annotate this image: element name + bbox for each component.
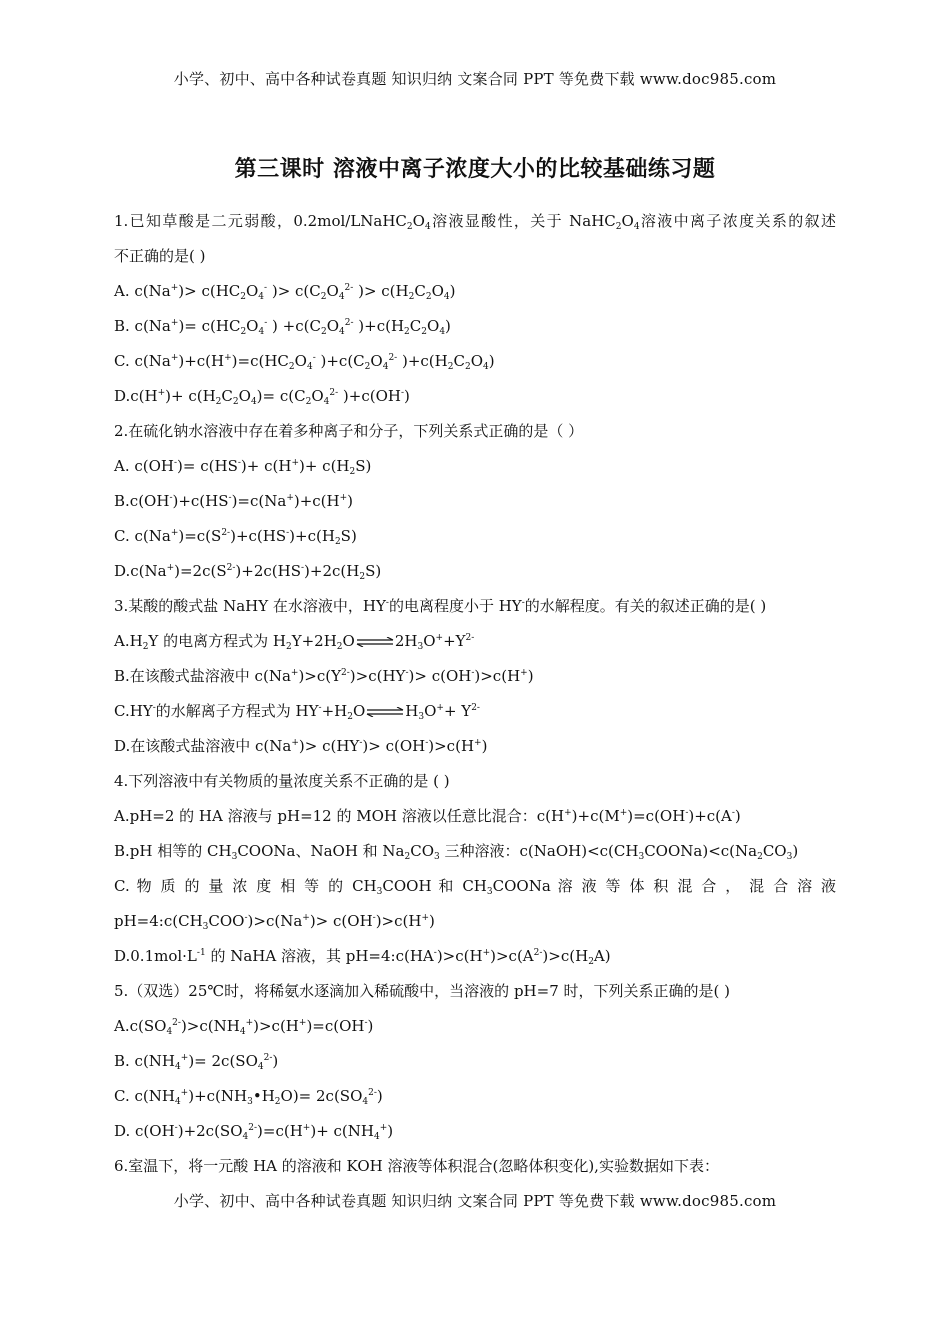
question-1-stem-continued: 不正确的是( )	[114, 247, 206, 265]
question-1-option-c: C. $c(Na^+)+c(H^+)=c(HC_2O_4^-$ )$+c(C_2O_4^{2-}$ )$+c(H_2C_2O_4)$	[114, 352, 495, 372]
question-3-option-a: $A.H_2Y$ 的电离方程式为 $H_2Y+2H_2O$ $2H_3O^++Y^{2-}$	[114, 632, 475, 652]
question-4-option-a: A.pH=2 的 HA 溶液与 pH=12 的 MOH 溶液以任意比混合：c(H+)+c(M+)=c(OH-)+c(A-)	[114, 807, 741, 825]
question-3-stem: 3.某酸的酸式盐 NaHY 在水溶液中，HY-的电离程度小于 HY-的水解程度。有关的叙述正确的是( )	[114, 597, 767, 615]
question-4-option-c: C. 物 质 的 量 浓 度 相 等 的 $CH_3COOH$ 和 $CH_3COONa$ 溶 液 等 体 积 混 合 ， 混 合 溶 液	[114, 877, 837, 897]
question-1-option-a: A. $c(Na^+)> c(HC_2O_4^-$ )> $c(C_2O_4^{2-}$ )> $c(H_2C_2O_4)$	[114, 282, 456, 302]
question-3-option-b: B.在该酸式盐溶液中 $c(Na^+)>c(Y^{2-})>c(HY^-)> c(OH^-)>c(H^+)$	[114, 667, 534, 685]
question-5-option-a: $A.c(SO_4^{2-})>c(NH_4^+)>c(H^+)=c(OH^-)$	[114, 1017, 374, 1037]
question-2-option-c: C. $c(Na^+)=c(S^{2-})+c(HS^-)+c(H_2S)$	[114, 527, 357, 547]
question-4-option-c-continued: $pH=4:c(CH_3COO^-)>c(Na^+)> c(OH^-)>c(H^+)$	[114, 912, 435, 932]
question-5-option-b: B. $c(NH_4^+)= 2c(SO_4^{2-})$	[114, 1052, 279, 1072]
equilibrium-arrow-icon	[366, 707, 404, 717]
question-4-option-d: $D.0.1mol\cdot L^{-1}$ 的 NaHA 溶液，其 $pH=4:c(HA^-)>c(H^+)>c(A^{2-})>c(H_2A)$	[114, 947, 611, 967]
equilibrium-arrow-icon	[356, 637, 394, 647]
question-1-option-b: B. $c(Na^+)= c(HC_2O_4^-$ ) $+c(C_2O_4^{2-}$ )$+c(H_2C_2O_4)$	[114, 317, 451, 337]
question-5-stem: 5.（双选）25℃时，将稀氨水逐滴加入稀硫酸中，当溶液的 pH=7 时，下列关系正确的是( )	[114, 982, 730, 1000]
question-2-option-b: B.c(OH-)+c(HS-)=c(Na+)+c(H+)	[114, 492, 354, 510]
question-2-option-d: $D.c(Na^+)=2c(S^{2-})+2c(HS^-)+2c(H_2S)$	[114, 562, 382, 582]
question-1-option-d: $D.c(H^+)+ c(H_2C_2O_4)= c(C_2O_4^{2-}$ )+c(OH-)	[114, 387, 410, 407]
document-title: 第三课时 溶液中离子浓度大小的比较基础练习题	[234, 156, 716, 182]
page-footer: 小学、初中、高中各种试卷真题 知识归纳 文案合同 PPT 等免费下载 www.doc985.com	[173, 1192, 777, 1210]
question-1-stem: 1.已知草酸是二元弱酸，$0.2mol/LNaHC_2O_4$溶液显酸性，关于 $NaHC_2O_4$溶液中离子浓度关系的叙述	[114, 212, 836, 232]
question-2-stem: 2.在硫化钠水溶液中存在着多种离子和分子，下列关系式正确的是（ ）	[114, 422, 584, 440]
question-2-option-a: A. $c(OH^-)= c(HS^-)+ c(H^+)+ c(H_2S)$	[114, 457, 372, 477]
page-header: 小学、初中、高中各种试卷真题 知识归纳 文案合同 PPT 等免费下载 www.doc985.com	[173, 70, 777, 88]
question-3-option-c: C.HY-的水解离子方程式为 $HY^-+H_2O$ $H_3O^++ Y^{2-}$	[114, 702, 480, 722]
question-4-stem: 4.下列溶液中有关物质的量浓度关系不正确的是 ( )	[114, 772, 450, 790]
question-6-stem: 6.室温下，将一元酸 HA 的溶液和 KOH 溶液等体积混合(忽略体积变化),实验数据如下表：	[114, 1157, 719, 1175]
question-3-option-d: D.在该酸式盐溶液中 c(Na+)> c(HY-)> c(OH-)>c(H+)	[114, 737, 488, 755]
question-5-option-c: C. $c(NH_4^+)+c(NH_3•H_2O)= 2c(SO_4^{2-})$	[114, 1087, 383, 1107]
question-list	[114, 204, 836, 1184]
question-5-option-d: D. $c(OH^-)+2c(SO_4^{2-})=c(H^+)+ c(NH_4^+)$	[114, 1122, 394, 1142]
question-4-option-b: B.pH 相等的 $CH_3COONa$、NaOH 和 $Na_2CO_3$ 三种溶液：$c(NaOH)<c(CH_3COONa)<c(Na_2CO_3)$	[114, 842, 799, 862]
